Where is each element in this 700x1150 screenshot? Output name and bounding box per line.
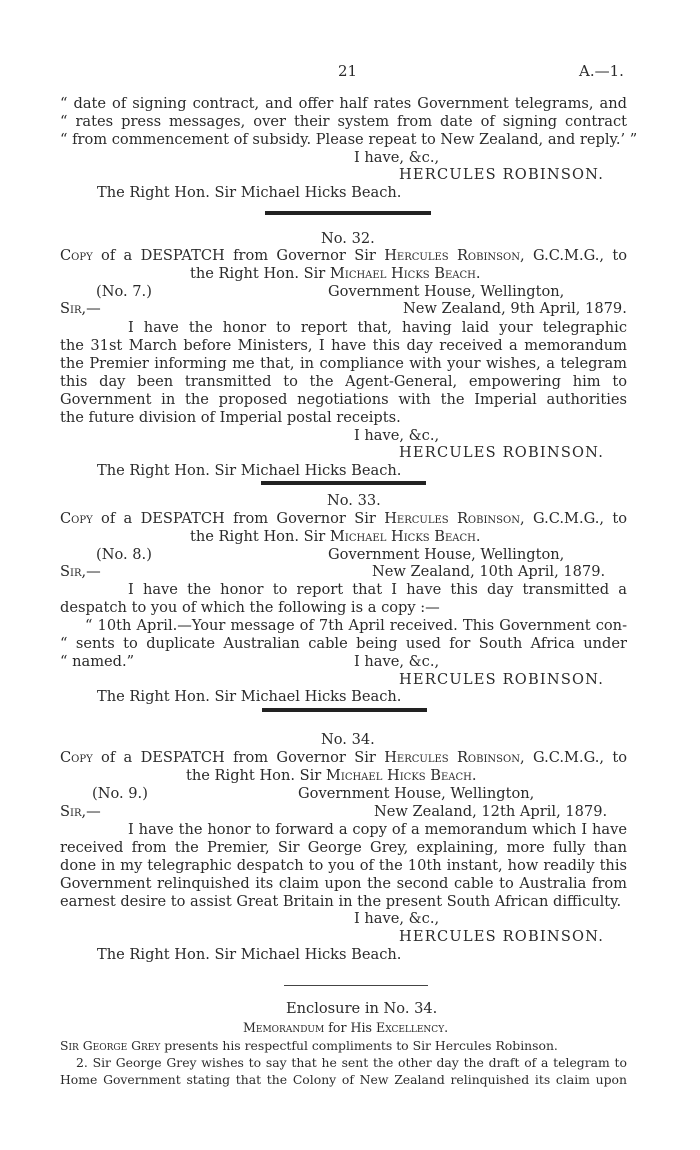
body-line: Government relinquished its claim upon the second cable to Australia from bbox=[60, 875, 627, 892]
body-line: done in my telegraphic despatch to you of the 10th instant, how readily this bbox=[60, 857, 627, 874]
signature: HERCULES ROBINSON. bbox=[399, 928, 605, 945]
addressee: The Right Hon. Sir Michael Hicks Beach. bbox=[97, 462, 402, 479]
despatch-ref: (No. 8.) bbox=[96, 546, 152, 563]
salutation: Sir,— bbox=[60, 803, 101, 820]
despatch-date: New Zealand, 9th April, 1879. bbox=[403, 300, 627, 317]
body-line: received from the Premier, Sir George Grey, explaining, more fully than bbox=[60, 839, 627, 856]
section-divider bbox=[261, 481, 426, 485]
despatch-title: Copy of a DESPATCH from Governor Sir Hercules Robinson, G.C.M.G., to bbox=[60, 247, 627, 264]
body-line: Government in the proposed negotiations with the Imperial authorities bbox=[60, 391, 627, 408]
body-line: this day been transmitted to the Agent-General, empowering him to bbox=[60, 373, 627, 390]
body-line: the future division of Imperial postal receipts. bbox=[60, 409, 401, 426]
body-line: the 31st March before Ministers, I have this day received a memorandum bbox=[60, 337, 627, 354]
despatch-place: Government House, Wellington, bbox=[328, 283, 565, 300]
body-line: I have the honor to report that I have this day transmitted a bbox=[128, 581, 627, 598]
body-line: earnest desire to assist Great Britain in the present South African difficulty. bbox=[60, 893, 622, 910]
body-line: “ sents to duplicate Australian cable being used for South Africa under bbox=[60, 635, 627, 652]
despatch-number: No. 34. bbox=[321, 731, 375, 748]
enclosure-heading: Enclosure in No. 34. bbox=[286, 1000, 438, 1017]
despatch-place: Government House, Wellington, bbox=[298, 785, 535, 802]
despatch-title-line2: the Right Hon. Sir Michael Hicks Beach. bbox=[186, 767, 477, 784]
addressee: The Right Hon. Sir Michael Hicks Beach. bbox=[97, 946, 402, 963]
memo-line: 2. Sir George Grey wishes to say that he sent the other day the draft of a telegram to bbox=[76, 1055, 627, 1070]
signature: HERCULES ROBINSON. bbox=[399, 166, 605, 183]
enclosure-divider bbox=[284, 985, 428, 986]
despatch-title: Copy of a DESPATCH from Governor Sir Hercules Robinson, G.C.M.G., to bbox=[60, 510, 627, 527]
closing: I have, &c., bbox=[354, 149, 440, 166]
closing: I have, &c., bbox=[354, 427, 440, 444]
body-line: “ from commencement of subsidy. Please repeat to New Zealand, and reply.’ ” bbox=[60, 131, 638, 148]
memo-line: Home Government stating that the Colony of New Zealand relinquished its claim upon bbox=[60, 1072, 627, 1087]
body-line: the Premier informing me that, in compliance with your wishes, a telegram bbox=[60, 355, 627, 372]
addressee: The Right Hon. Sir Michael Hicks Beach. bbox=[97, 184, 402, 201]
despatch-ref: (No. 9.) bbox=[92, 785, 148, 802]
despatch-title-line2: the Right Hon. Sir Michael Hicks Beach. bbox=[190, 528, 481, 545]
signature: HERCULES ROBINSON. bbox=[399, 671, 605, 688]
addressee: The Right Hon. Sir Michael Hicks Beach. bbox=[97, 688, 402, 705]
document-reference: A.—1. bbox=[579, 62, 624, 80]
page-number: 21 bbox=[338, 62, 358, 80]
salutation: Sir,— bbox=[60, 300, 101, 317]
section-divider bbox=[265, 211, 431, 215]
despatch-number: No. 33. bbox=[327, 492, 381, 509]
body-line: I have the honor to forward a copy of a memorandum which I have bbox=[128, 821, 627, 838]
body-line: despatch to you of which the following is a copy :— bbox=[60, 599, 440, 616]
despatch-date: New Zealand, 10th April, 1879. bbox=[372, 563, 606, 580]
despatch-date: New Zealand, 12th April, 1879. bbox=[374, 803, 608, 820]
signature: HERCULES ROBINSON. bbox=[399, 444, 605, 461]
body-line: “ rates press messages, over their system from date of signing contract bbox=[60, 113, 627, 130]
body-line: “ named.” bbox=[60, 653, 135, 670]
body-line: I have the honor to report that, having laid your telegraphic bbox=[128, 319, 627, 336]
section-divider bbox=[262, 708, 427, 712]
closing: I have, &c., bbox=[354, 910, 440, 927]
despatch-place: Government House, Wellington, bbox=[328, 546, 565, 563]
memo-line: Sir George Grey presents his respectful compliments to Sir Hercules Robinson. bbox=[60, 1038, 558, 1053]
despatch-title: Copy of a DESPATCH from Governor Sir Hercules Robinson, G.C.M.G., to bbox=[60, 749, 627, 766]
despatch-title-line2: the Right Hon. Sir Michael Hicks Beach. bbox=[190, 265, 481, 282]
memorandum-heading: Memorandum for His Excellency. bbox=[243, 1020, 449, 1035]
salutation: Sir,— bbox=[60, 563, 101, 580]
body-line: “ date of signing contract, and offer half rates Government telegrams, and bbox=[60, 95, 627, 112]
body-line: “ 10th April.—Your message of 7th April received. This Government con- bbox=[85, 617, 627, 634]
closing: I have, &c., bbox=[354, 653, 440, 670]
despatch-ref: (No. 7.) bbox=[96, 283, 152, 300]
despatch-number: No. 32. bbox=[321, 230, 375, 247]
